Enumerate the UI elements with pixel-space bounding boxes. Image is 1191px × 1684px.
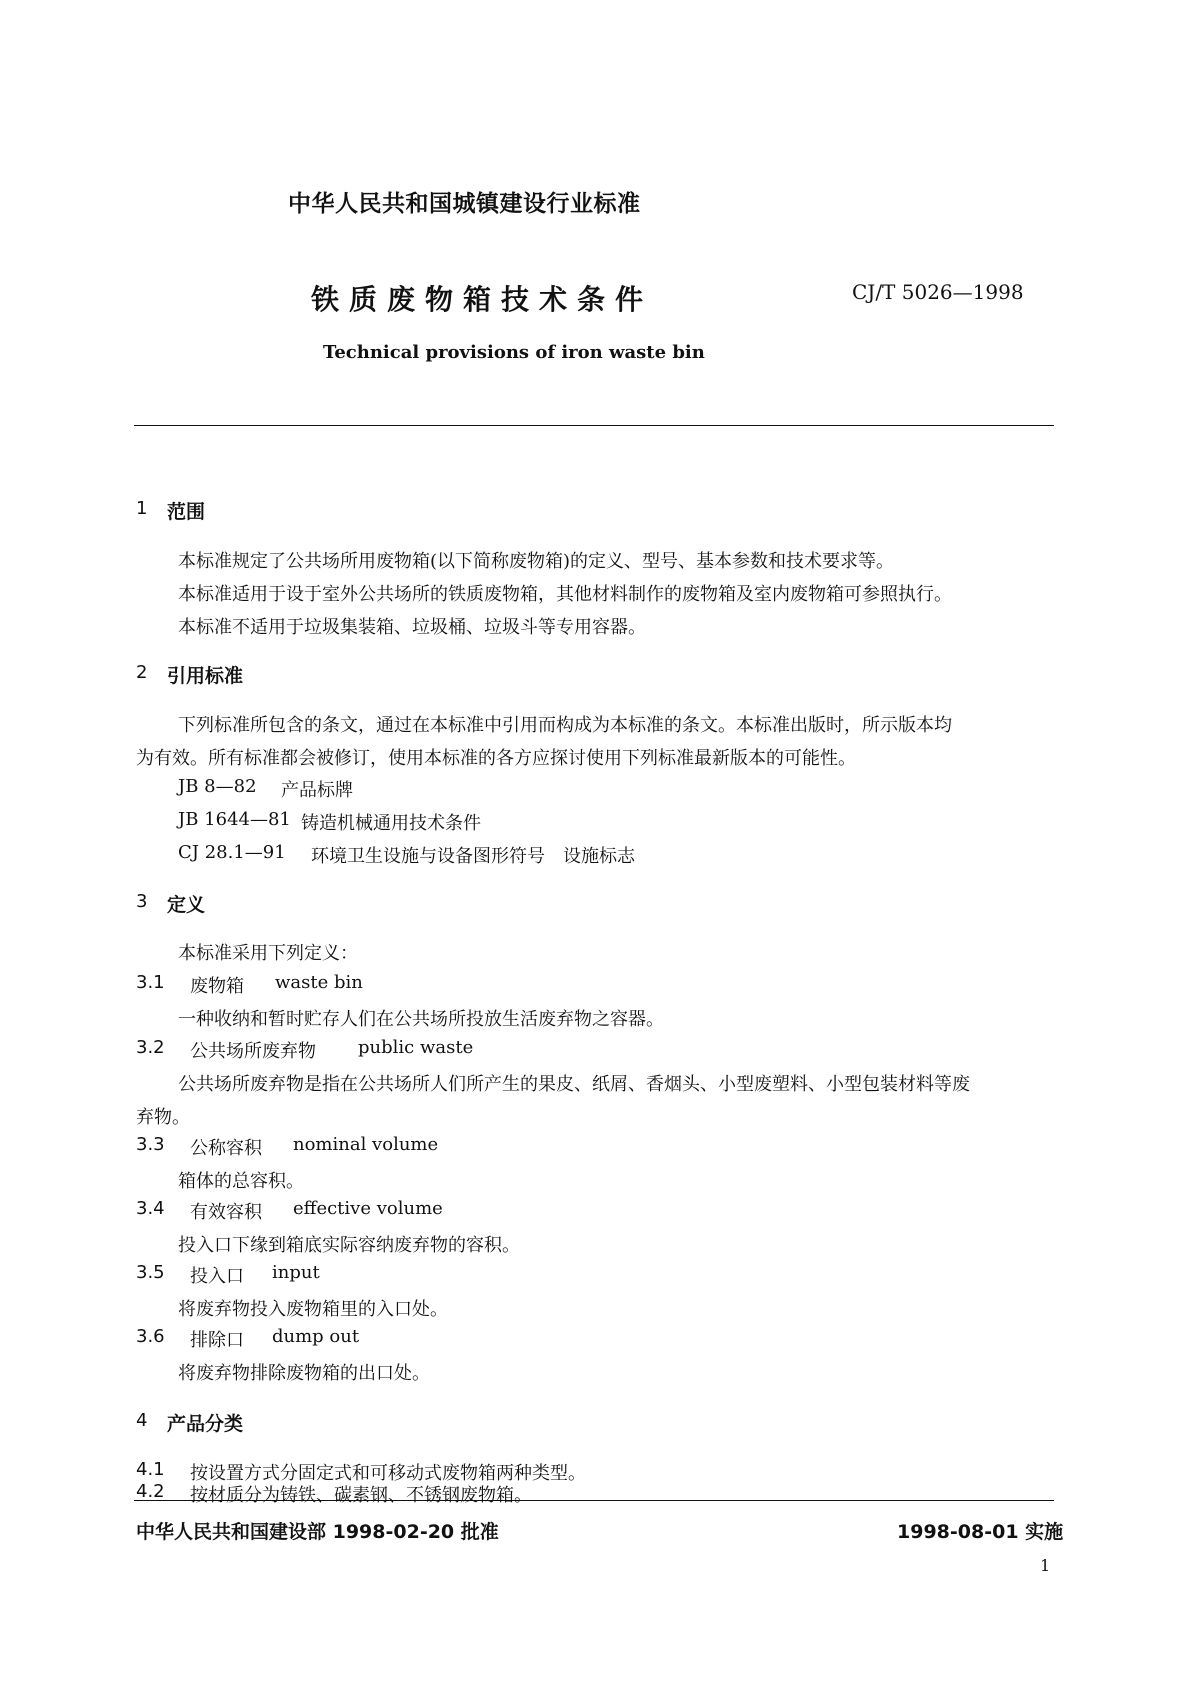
definition-term-en: nominal volume: [293, 1134, 439, 1155]
section-4-heading: 产品分类: [167, 1413, 244, 1435]
page-number: 1: [1040, 1556, 1051, 1575]
definition-desc: 公共场所废弃物是指在公共场所人们所产生的果皮、纸屑、香烟头、小型废塑料、小型包装材料等废: [178, 1074, 970, 1095]
section-1-heading: 范围: [167, 501, 206, 523]
definition-term-en: waste bin: [275, 972, 363, 993]
footer-divider: [134, 1500, 1054, 1501]
section-1-para: 本标准不适用于垃圾集装箱、垃圾桶、垃圾斗等专用容器。: [178, 617, 646, 638]
definition-term: 投入口: [190, 1266, 244, 1287]
definition-number: 3.6: [136, 1326, 165, 1347]
section-1-number: 1: [136, 498, 148, 519]
definition-term-en: input: [272, 1262, 320, 1283]
standard-type-title: 中华人民共和国城镇建设行业标准: [288, 191, 641, 217]
definition-number: 3.2: [136, 1037, 165, 1058]
ref-code: JB 8—82: [178, 776, 257, 797]
definition-desc: 弃物。: [136, 1107, 190, 1128]
definition-term: 公称容积: [190, 1138, 262, 1159]
section-2-para-line: 为有效。所有标准都会被修订，使用本标准的各方应探讨使用下列标准最新版本的可能性。: [136, 748, 856, 769]
section-3-heading: 定义: [167, 894, 206, 916]
section-2-para-line: 下列标准所包含的条文，通过在本标准中引用而构成为本标准的条文。本标准出版时，所示版本均: [178, 715, 952, 736]
definition-term-en: public waste: [358, 1037, 474, 1058]
ref-name: 产品标牌: [281, 780, 353, 801]
classification-number: 4.1: [136, 1459, 165, 1480]
ref-code: CJ 28.1—91: [178, 842, 286, 863]
definition-desc: 将废弃物投入废物箱里的入口处。: [178, 1299, 448, 1320]
section-2-heading: 引用标准: [167, 665, 244, 687]
definition-desc: 箱体的总容积。: [178, 1171, 304, 1192]
section-1-para: 本标准适用于设于室外公共场所的铁质废物箱，其他材料制作的废物箱及室内废物箱可参照执行。: [178, 584, 952, 605]
document-title: 铁质废物箱技术条件: [311, 283, 654, 316]
definition-term: 有效容积: [190, 1202, 262, 1223]
classification-number: 4.2: [136, 1481, 165, 1502]
ref-name: 环境卫生设施与设备图形符号 设施标志: [311, 846, 635, 867]
definition-number: 3.5: [136, 1262, 165, 1283]
section-2-number: 2: [136, 662, 148, 683]
ref-name: 铸造机械通用技术条件: [301, 813, 481, 834]
header-divider: [134, 425, 1054, 426]
definition-term: 公共场所废弃物: [190, 1041, 316, 1062]
section-1-para: 本标准规定了公共场所用废物箱(以下简称废物箱)的定义、型号、基本参数和技术要求等。: [178, 551, 895, 572]
classification-text: 按材质分为铸铁、碳素钢、不锈钢废物箱。: [190, 1485, 532, 1506]
definition-term-en: dump out: [272, 1326, 360, 1347]
ref-code: JB 1644—81: [178, 809, 291, 830]
definition-term-en: effective volume: [293, 1198, 443, 1219]
definition-desc: 一种收纳和暂时贮存人们在公共场所投放生活废弃物之容器。: [178, 1009, 664, 1030]
section-3-number: 3: [136, 891, 148, 912]
standard-code: CJ/T 5026—1998: [852, 280, 1024, 304]
effective-date: 1998-08-01 实施: [897, 1521, 1064, 1543]
definition-number: 3.4: [136, 1198, 165, 1219]
section-4-number: 4: [136, 1410, 148, 1431]
document-title-english: Technical provisions of iron waste bin: [323, 342, 705, 363]
section-3-intro: 本标准采用下列定义：: [178, 943, 358, 964]
approval-line: 中华人民共和国建设部 1998-02-20 批准: [136, 1521, 499, 1543]
definition-term: 废物箱: [190, 976, 244, 997]
definition-number: 3.3: [136, 1134, 165, 1155]
definition-desc: 投入口下缘到箱底实际容纳废弃物的容积。: [178, 1235, 520, 1256]
definition-number: 3.1: [136, 972, 165, 993]
classification-text: 按设置方式分固定式和可移动式废物箱两种类型。: [190, 1463, 586, 1484]
definition-desc: 将废弃物排除废物箱的出口处。: [178, 1363, 430, 1384]
definition-term: 排除口: [190, 1330, 244, 1351]
